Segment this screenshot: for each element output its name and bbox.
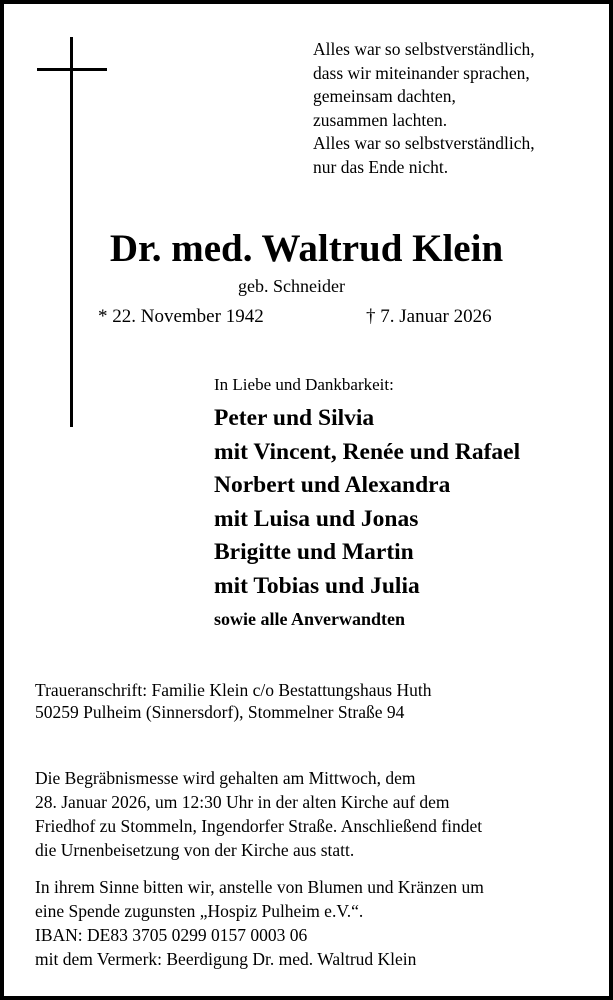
poem-line: gemeinsam dachten, bbox=[313, 86, 456, 106]
mourner-line: Brigitte und Martin bbox=[214, 539, 414, 565]
address-line: 50259 Pulheim (Sinnersdorf), Stommelner Straße 94 bbox=[35, 702, 405, 722]
service-line: die Urnenbeisetzung von der Kirche aus statt. bbox=[35, 840, 355, 860]
iban-line: IBAN: DE83 3705 0299 0157 0003 06 bbox=[35, 925, 308, 945]
mourner-line: mit Tobias und Julia bbox=[214, 572, 420, 599]
poem-line: Alles war so selbstverständlich, bbox=[313, 39, 535, 59]
mourner-line: Norbert und Alexandra bbox=[214, 472, 451, 498]
poem-line: Alles war so selbstverständlich, bbox=[313, 133, 535, 153]
mourners-intro: In Liebe und Dankbarkeit: bbox=[214, 375, 394, 394]
donation-line: In ihrem Sinne bitten wir, anstelle von Blumen und Kränzen um bbox=[35, 877, 484, 897]
death-date: † 7. Januar 2026 bbox=[366, 306, 492, 327]
poem bbox=[313, 38, 535, 179]
mourner-line: mit Luisa und Jonas bbox=[214, 505, 419, 532]
deceased-name: Dr. med. Waltrud Klein bbox=[109, 227, 504, 270]
funeral-service-info bbox=[35, 766, 482, 862]
service-line: Die Begräbnismesse wird gehalten am Mittwoch, dem bbox=[35, 768, 416, 788]
donation-line: mit dem Vermerk: Beerdigung Dr. med. Waltrud Klein bbox=[35, 949, 417, 969]
mourning-address bbox=[35, 679, 431, 723]
birth-date: * 22. November 1942 bbox=[98, 306, 264, 327]
donation-line: eine Spende zugunsten „Hospiz Pulheim e.V.“. bbox=[35, 901, 364, 921]
donation-request bbox=[35, 875, 484, 971]
mourners-block bbox=[214, 374, 520, 631]
service-line: Friedhof zu Stommeln, Ingendorfer Straße. Anschließend findet bbox=[35, 816, 483, 836]
mourner-line: Peter und Silvia bbox=[214, 405, 375, 431]
poem-line: dass wir miteinander sprachen, bbox=[313, 62, 530, 83]
cross-horizontal-bar bbox=[37, 68, 107, 71]
maiden-name: geb. Schneider bbox=[238, 276, 345, 296]
poem-line: nur das Ende nicht. bbox=[313, 156, 449, 177]
relatives-line: sowie alle Anverwandten bbox=[214, 609, 405, 629]
service-line: 28. Januar 2026, um 12:30 Uhr in der alten Kirche auf dem bbox=[35, 792, 450, 812]
mourner-line: mit Vincent, Renée und Rafael bbox=[214, 438, 521, 465]
address-line: Traueranschrift: Familie Klein c/o Bestattungshaus Huth bbox=[35, 680, 432, 700]
poem-line: zusammen lachten. bbox=[313, 109, 448, 130]
